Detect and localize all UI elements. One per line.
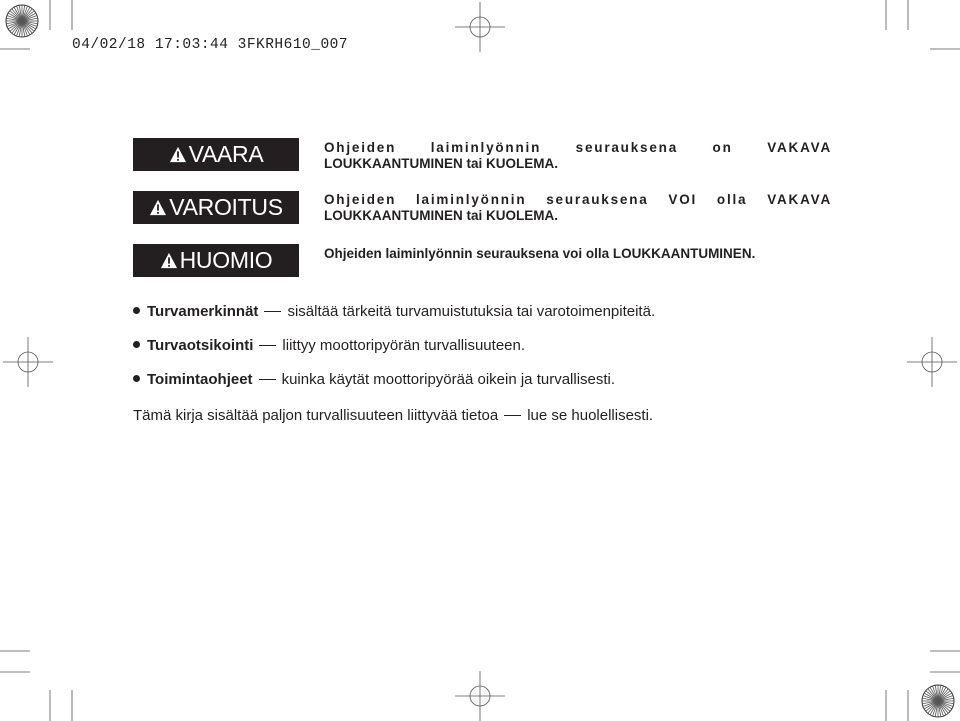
em-dash (259, 379, 276, 380)
list-item (133, 303, 655, 320)
em-dash (504, 415, 521, 416)
print-timestamp: 04/02/18 17:03:44 3FKRH610_007 (72, 37, 349, 53)
danger-description-line2: LOUKKAANTUMINEN tai KUOLEMA. (324, 156, 558, 171)
list-item-text: liittyy moottoripyörän turvallisuuteen. (282, 337, 526, 354)
warning-description (324, 192, 832, 224)
closing-note (133, 407, 653, 424)
danger-description-line1: Ohjeiden laiminlyönnin seurauksena on VAKAVA (324, 140, 832, 155)
caution-description (324, 246, 832, 262)
em-dash (264, 311, 281, 312)
caution-description-line1: Ohjeiden laiminlyönnin seurauksena voi olla LOUKKAANTUMINEN. (324, 246, 756, 261)
list-item-term: Turvamerkinnät (147, 303, 259, 320)
list-item (133, 371, 615, 388)
list-item (133, 337, 525, 354)
list-item-text: kuinka käytät moottoripyörää oikein ja turvallisesti. (281, 371, 616, 388)
caution-badge (133, 244, 299, 277)
warning-badge (133, 191, 299, 224)
registration-crosshair-icon (455, 2, 505, 52)
registration-starburst-icon (922, 685, 954, 717)
closing-note-start: Tämä kirja sisältää paljon turvallisuuteen liittyvää tietoa (133, 407, 499, 424)
warning-triangle-icon (160, 252, 178, 269)
caution-label: HUOMIO (179, 247, 273, 273)
closing-note-end: lue se huolellisesti. (527, 407, 654, 424)
danger-label: VAARA (188, 141, 264, 167)
list-item-text: sisältää tärkeitä turvamuistutuksia tai varotoimenpiteitä. (287, 303, 656, 320)
registration-crosshair-icon (455, 671, 505, 721)
warning-description-line1: Ohjeiden laiminlyönnin seurauksena VOI olla VAKAVA (324, 192, 832, 207)
list-item-term: Toimintaohjeet (147, 371, 253, 388)
warning-triangle-icon (169, 146, 187, 163)
list-item-term: Turvaotsikointi (147, 337, 254, 354)
em-dash (259, 345, 276, 346)
danger-badge (133, 138, 299, 171)
registration-crosshair-icon (3, 337, 53, 387)
warning-description-line2: LOUKKAANTUMINEN tai KUOLEMA. (324, 208, 558, 223)
registration-crosshair-icon (907, 337, 957, 387)
warning-label: VAROITUS (169, 194, 283, 220)
bullet-icon (133, 341, 140, 348)
registration-starburst-icon (6, 5, 38, 37)
bullet-icon (133, 307, 140, 314)
danger-description (324, 140, 832, 172)
warning-triangle-icon (149, 199, 167, 216)
bullet-icon (133, 375, 140, 382)
